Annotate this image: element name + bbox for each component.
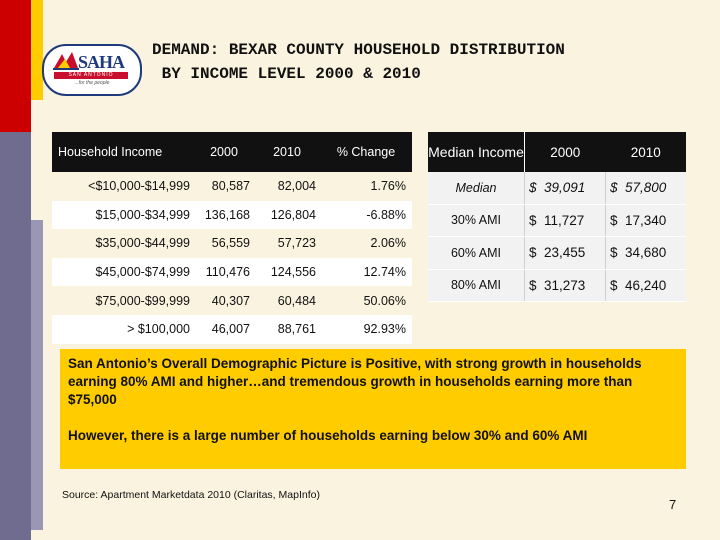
left-purple-rail <box>0 132 31 540</box>
income-range: $75,000-$99,999 <box>95 293 190 308</box>
household-income-table <box>52 132 412 344</box>
saha-logo <box>42 44 142 96</box>
page-number: 7 <box>669 497 677 512</box>
source-note: Source: Apartment Marketdata 2010 (Claritas, MapInfo) <box>62 489 320 501</box>
table-row <box>52 229 412 258</box>
summary-callout <box>60 349 686 469</box>
callout-paragraph-1: San Antonio’s Overall Demographic Picture is Positive, with strong growth in households earning 80% AMI and higher…and tremendous growth in households earning more than $75,000 <box>68 356 642 407</box>
value-2000: 46,007 <box>194 315 254 344</box>
logo-band: SAN ANTONIO <box>54 72 128 79</box>
value-2000: 110,476 <box>194 258 254 287</box>
percent-change: 92.93% <box>320 315 412 344</box>
table-row <box>428 237 686 270</box>
value-2010: 60,484 <box>277 293 316 308</box>
header-median-income: Median Income <box>428 132 525 172</box>
title-line-2: BY INCOME LEVEL 2000 & 2010 <box>152 65 421 83</box>
value-2000: 40,307 <box>211 293 250 308</box>
value-2010: 88,761 <box>254 315 320 344</box>
table-row <box>52 258 412 287</box>
income-category: 30% AMI <box>428 204 525 237</box>
value-2010: 82,004 <box>277 179 316 194</box>
percent-change: 2.06% <box>370 236 406 251</box>
table-header-row <box>52 132 412 172</box>
income-category: Median <box>428 172 525 204</box>
header-percent-change: % Change <box>320 132 412 172</box>
value-2010: $ 34,680 <box>606 237 687 270</box>
value-2000: $ 39,091 <box>525 172 606 204</box>
income-category: 80% AMI <box>428 269 525 302</box>
percent-change: 50.06% <box>363 293 406 308</box>
value-2010: 126,804 <box>254 201 320 230</box>
header-2010: 2010 <box>254 132 320 172</box>
logo-wordmark: SAHA <box>78 52 125 72</box>
income-range: $35,000-$44,999 <box>95 236 190 251</box>
slide-title <box>152 38 565 86</box>
value-2010: 124,556 <box>254 258 320 287</box>
table-row <box>428 269 686 302</box>
table-header-row <box>428 132 686 172</box>
value-2000: $ 11,727 <box>525 204 606 237</box>
value-2000: 136,168 <box>194 201 254 230</box>
logo-bird-icon <box>52 50 80 72</box>
table-row <box>52 286 412 315</box>
table-row <box>428 204 686 237</box>
gray-accent-block <box>31 220 43 530</box>
value-2010: $ 46,240 <box>606 269 687 302</box>
title-line-1: DEMAND: BEXAR COUNTY HOUSEHOLD DISTRIBUTION <box>152 41 565 59</box>
income-category: 60% AMI <box>428 237 525 270</box>
value-2010: 57,723 <box>277 236 316 251</box>
logo-tagline: ...for the people <box>74 80 110 86</box>
header-household-income: Household Income <box>52 132 194 172</box>
value-2000: 56,559 <box>211 236 250 251</box>
income-range: $15,000-$34,999 <box>52 201 194 230</box>
income-range: > $100,000 <box>52 315 194 344</box>
table-row <box>52 201 412 230</box>
header-2000: 2000 <box>525 132 606 172</box>
value-2010: $ 17,340 <box>606 204 687 237</box>
income-range: $45,000-$74,999 <box>52 258 194 287</box>
header-2010: 2010 <box>606 132 687 172</box>
income-range: <$10,000-$14,999 <box>88 179 190 194</box>
percent-change: -6.88% <box>320 201 412 230</box>
value-2010: $ 57,800 <box>606 172 687 204</box>
left-red-rail <box>0 0 31 132</box>
percent-change: 12.74% <box>320 258 412 287</box>
table-row <box>52 315 412 344</box>
table-row <box>52 172 412 201</box>
header-2000: 2000 <box>194 132 254 172</box>
percent-change: 1.76% <box>370 179 406 194</box>
callout-paragraph-2: However, there is a large number of households earning below 30% and 60% AMI <box>68 428 588 443</box>
median-income-table <box>428 132 686 302</box>
value-2000: $ 23,455 <box>525 237 606 270</box>
value-2000: 80,587 <box>211 179 250 194</box>
yellow-accent-block <box>31 0 43 100</box>
table-row <box>428 172 686 204</box>
value-2000: $ 31,273 <box>525 269 606 302</box>
